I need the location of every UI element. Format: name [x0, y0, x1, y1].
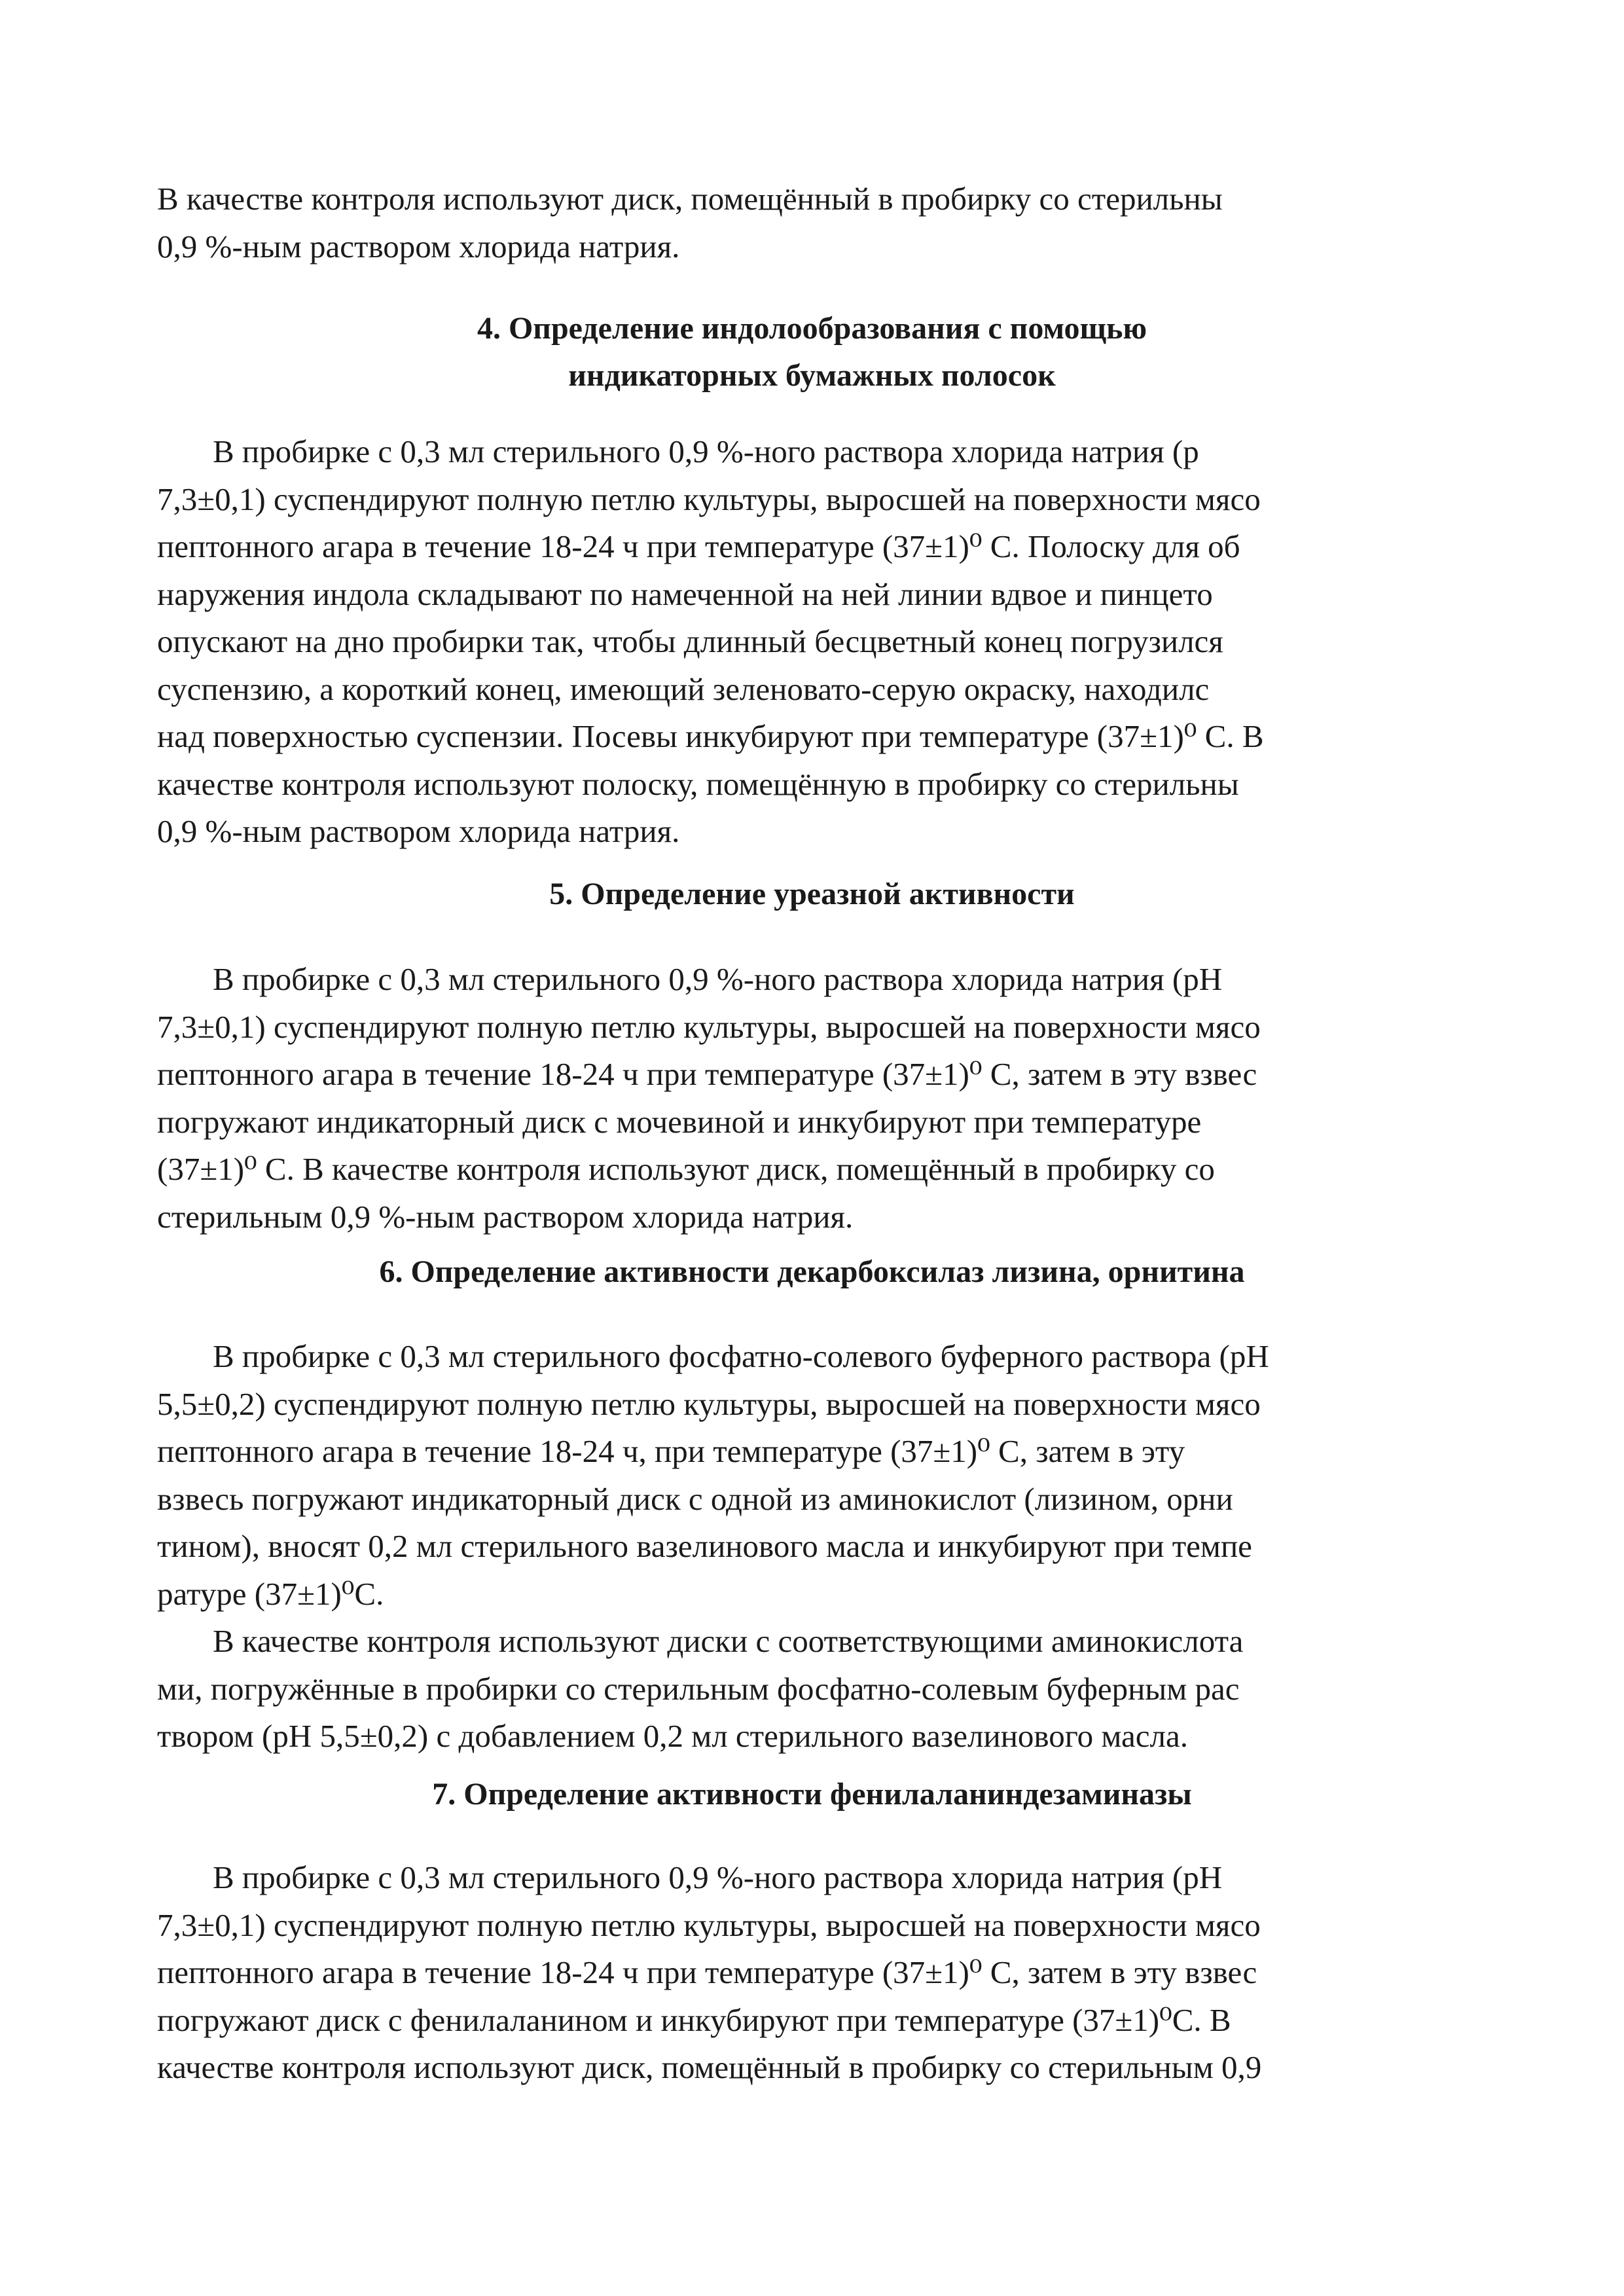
- heading-line: 4. Определение индолообразования с помощью: [477, 311, 1147, 346]
- section-7-paragraph: [157, 1854, 1479, 2092]
- text-line: тином), вносят 0,2 мл стерильного вазелинового масла и инкубируют при темпе: [157, 1528, 1252, 1564]
- text-line: В качестве контроля используют диск, помещённый в пробирку со стерильны: [157, 181, 1223, 217]
- text-line: 0,9 %-ным раствором хлорида натрия.: [157, 228, 680, 264]
- text-line: пептонного агара в течение 18-24 ч при температуре (37±1)⁰ С. Полоску для об: [157, 528, 1240, 564]
- text-line: 7,3±0,1) суспендируют полную петлю культуры, выросшей на поверхности мясо: [157, 481, 1261, 517]
- text-line: пептонного агара в течение 18-24 ч при температуре (37±1)⁰ С, затем в эту взвес: [157, 1954, 1257, 1990]
- section-5-paragraph: [157, 956, 1479, 1241]
- text-line: качестве контроля используют диск, помещённый в пробирку со стерильным 0,9: [157, 2049, 1262, 2085]
- heading-line: 7. Определение активности фенилаланиндезаминазы: [432, 1777, 1192, 1812]
- text-line: пептонного агара в течение 18-24 ч при температуре (37±1)⁰ С, затем в эту взвес: [157, 1056, 1257, 1092]
- text-line: 7,3±0,1) суспендируют полную петлю культуры, выросшей на поверхности мясо: [157, 1008, 1261, 1045]
- text-line: пептонного агара в течение 18-24 ч, при температуре (37±1)⁰ С, затем в эту: [157, 1433, 1185, 1469]
- text-line: погружают индикаторный диск с мочевиной и инкубируют при температуре: [157, 1103, 1202, 1140]
- section-6-paragraph: [157, 1333, 1479, 1760]
- text-line: суспензию, а короткий конец, имеющий зеленовато-серую окраску, находилс: [157, 670, 1210, 707]
- text-line: 0,9 %-ным раствором хлорида натрия.: [157, 813, 680, 849]
- text-line: ратуре (37±1)⁰С.: [157, 1575, 384, 1612]
- section-4-heading: [0, 305, 1624, 399]
- intro-paragraph: [157, 175, 1479, 270]
- text-line: В пробирке с 0,3 мл стерильного 0,9 %-ного раствора хлорида натрия (р: [213, 433, 1199, 469]
- text-line: погружают диск с фенилаланином и инкубируют при температуре (37±1)⁰С. В: [157, 2001, 1231, 2038]
- section-7-heading: [0, 1771, 1624, 1818]
- section-5-heading: [0, 871, 1624, 918]
- text-line: над поверхностью суспензии. Посевы инкубируют при температуре (37±1)⁰ С. В: [157, 718, 1264, 754]
- text-line: качестве контроля используют полоску, помещённую в пробирку со стерильны: [157, 765, 1239, 802]
- text-line: наружения индола складывают по намеченной на ней линии вдвое и пинцето: [157, 575, 1213, 612]
- section-6-heading: [0, 1248, 1624, 1296]
- text-line: 5,5±0,2) суспендируют полную петлю культуры, выросшей на поверхности мясо: [157, 1385, 1261, 1422]
- text-line: стерильным 0,9 %-ным раствором хлорида натрия.: [157, 1198, 854, 1235]
- text-line: В качестве контроля используют диски с соответствующими аминокислота: [213, 1623, 1244, 1659]
- heading-line: 6. Определение активности декарбоксилаз лизина, орнитина: [379, 1254, 1245, 1289]
- text-line: (37±1)⁰ С. В качестве контроля используют диск, помещённый в пробирку со: [157, 1151, 1215, 1187]
- text-line: опускают на дно пробирки так, чтобы длинный бесцветный конец погрузился: [157, 623, 1223, 659]
- text-line: В пробирке с 0,3 мл стерильного 0,9 %-ного раствора хлорида натрия (pH: [213, 1859, 1223, 1895]
- text-line: В пробирке с 0,3 мл стерильного фосфатно-солевого буферного раствора (рН: [213, 1338, 1269, 1374]
- text-line: В пробирке с 0,3 мл стерильного 0,9 %-ного раствора хлорида натрия (pH: [213, 961, 1223, 997]
- heading-line: 5. Определение уреазной активности: [549, 877, 1075, 911]
- text-line: ми, погружённые в пробирки со стерильным фосфатно-солевым буферным рас: [157, 1670, 1240, 1707]
- text-line: взвесь погружают индикаторный диск с одной из аминокислот (лизином, орни: [157, 1480, 1233, 1517]
- section-4-paragraph: [157, 428, 1479, 856]
- text-line: 7,3±0,1) суспендируют полную петлю культуры, выросшей на поверхности мясо: [157, 1906, 1261, 1943]
- heading-line: индикаторных бумажных полосок: [568, 358, 1056, 393]
- text-line: твором (рН 5,5±0,2) с добавлением 0,2 мл стерильного вазелинового масла.: [157, 1718, 1188, 1754]
